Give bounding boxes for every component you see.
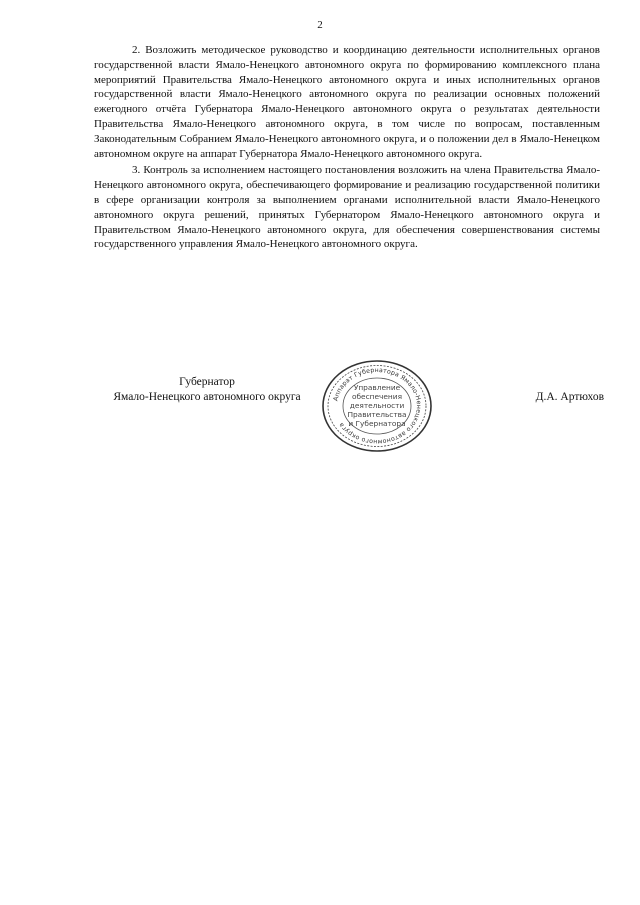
official-seal [318,357,436,455]
svg-text:обеспечения: обеспечения [351,392,403,401]
svg-text:деятельности: деятельности [349,401,405,410]
signature-block [0,366,640,475]
svg-text:и Губернатора: и Губернатора [348,419,406,428]
signatory-position-line2: Ямало-Ненецкого автономного округа [113,391,301,403]
paragraph-3: 3. Контроль за исполнением настоящего постановления возложить на члена Правительства Ямало-Ненецкого автономного округа, обеспечивающего формирование и реализацию государственной политики в сфере организации контроля за выполнением органами исполнительной власти Ямало-Ненецкого автономного округа решений, принятых Губернатором Ямало-Ненецкого автономного округа и Правительством Ямало-Ненецкого автономного округа, для обеспечения совершенствования системы государственного управления Ямало-Ненецкого автономного округа. [94,164,600,251]
signatory-position [92,375,322,405]
document-body [94,43,600,254]
paragraph-2: 2. Возложить методическое руководство и координацию деятельности исполнительных органов государственной власти Ямало-Ненецкого автономного округа по формированию комплексного плана мероприятий Правительства Ямало-Ненецкого автономного округа и иных исполнительных органов государственной власти Ямало-Ненецкого автономного округа по реализации основных положений ежегодного отчёта Губернатора Ямало-Ненецкого автономного округа о результатах деятельности Правительства Ямало-Ненецкого автономного округа, в том числе по вопросам, поставленным Законодательным Собранием Ямало-Ненецкого автономного округа, и о положении дел в Ямало-Ненецком автономном округе на аппарат Губернатора Ямало-Ненецкого автономного округа. [94,44,600,160]
signatory-position-line1: Губернатор [179,376,235,388]
signatory-name: Д.А. Артюхов [535,391,604,403]
seal-stamp-graphic [318,357,436,455]
svg-text:Правительства: Правительства [347,410,407,419]
page-number: 2 [317,19,323,31]
svg-text:Управление: Управление [353,383,401,392]
svg-text:Аппарат Губернатора Ямало-Нене: Аппарат Губернатора Ямало-Ненецкого автономного округа [332,366,423,446]
